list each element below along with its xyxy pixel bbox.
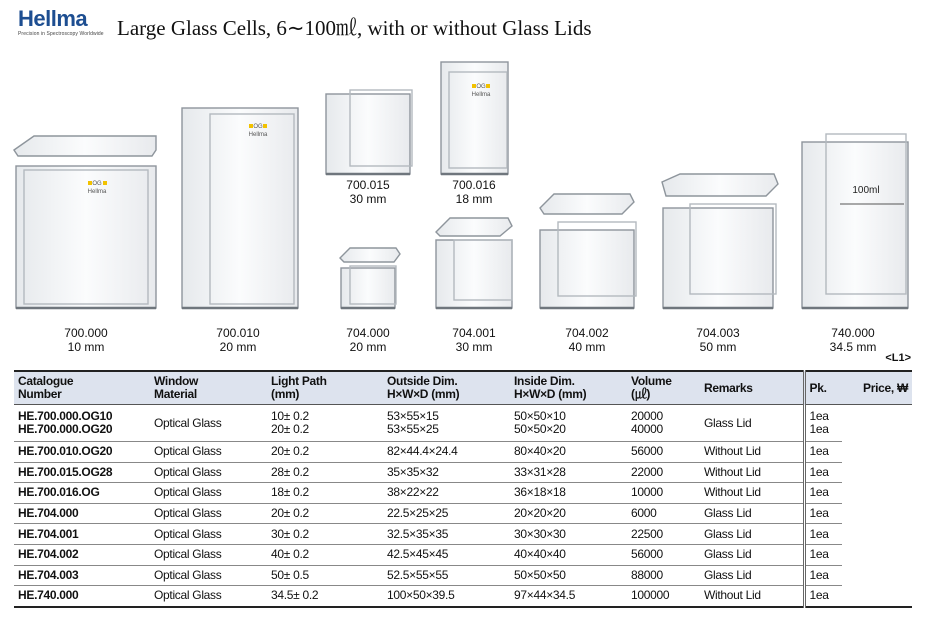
caption-size: 20 mm xyxy=(349,340,387,354)
cell-pk: 1ea xyxy=(804,462,842,483)
header-outside-dim: Outside Dim. H×W×D (mm) xyxy=(383,371,510,405)
cell-material: Optical Glass xyxy=(150,544,267,565)
cell-light-path: 18± 0.2 xyxy=(267,483,383,504)
cell-material: Optical Glass xyxy=(150,483,267,504)
cell-outside-dim: 35×35×32 xyxy=(383,462,510,483)
table-row xyxy=(14,586,912,607)
cell-volume: 56000 xyxy=(627,442,700,463)
cell-outside-dim: 38×22×22 xyxy=(383,483,510,504)
cell-catalogue: HE.700.000.OG10 HE.700.000.OG20 xyxy=(14,405,150,442)
cell-light-path: 28± 0.2 xyxy=(267,462,383,483)
cell-volume: 56000 xyxy=(627,544,700,565)
cell-light-path: 20± 0.2 xyxy=(267,503,383,524)
cell-volume: 22000 xyxy=(627,462,700,483)
cell-700-010 xyxy=(182,108,298,308)
og-label-brand-1: Hellma xyxy=(87,189,107,195)
cell-inside-dim: 30×30×30 xyxy=(510,524,627,545)
logo-tagline: Precision in Spectroscopy Worldwide xyxy=(18,31,104,37)
cell-remarks: Glass Lid xyxy=(700,544,804,565)
cell-700-015 xyxy=(326,90,412,174)
cell-volume: 10000 xyxy=(627,483,700,504)
cell-catalogue: HE.700.016.OG xyxy=(14,483,150,504)
cell-inside-dim: 50×50×50 xyxy=(510,565,627,586)
caption-704-000 xyxy=(318,326,418,354)
caption-size: 30 mm xyxy=(455,340,493,354)
cell-light-path: 40± 0.2 xyxy=(267,544,383,565)
table-header-row xyxy=(14,371,912,405)
caption-704-002 xyxy=(537,326,637,354)
cell-material: Optical Glass xyxy=(150,405,267,442)
caption-704-003 xyxy=(668,326,768,354)
cell-remarks: Glass Lid xyxy=(700,524,804,545)
caption-size: 18 mm xyxy=(455,192,493,206)
cell-price xyxy=(842,503,912,524)
cell-inside-dim: 80×40×20 xyxy=(510,442,627,463)
cell-pk: 1ea xyxy=(804,442,842,463)
cell-outside-dim: 42.5×45×45 xyxy=(383,544,510,565)
table-row xyxy=(14,524,912,545)
header-light-path: Light Path (mm) xyxy=(267,371,383,405)
caption-size: 10 mm xyxy=(67,340,105,354)
cell-pk: 1ea xyxy=(804,503,842,524)
cell-outside-dim: 82×44.4×24.4 xyxy=(383,442,510,463)
cell-material: Optical Glass xyxy=(150,462,267,483)
cell-inside-dim: 36×18×18 xyxy=(510,483,627,504)
cell-volume: 22500 xyxy=(627,524,700,545)
cell-outside-dim: 52.5×55×55 xyxy=(383,565,510,586)
page-header xyxy=(0,0,925,50)
header-pk: Pk. xyxy=(804,371,842,405)
caption-model: 700.010 xyxy=(216,326,260,340)
cell-volume: 100000 xyxy=(627,586,700,607)
header-price: Price, ₩ xyxy=(842,371,912,405)
cell-704-000 xyxy=(340,248,400,308)
og-label-top-2: OG xyxy=(253,124,263,130)
og-label-top-1: OG xyxy=(92,181,102,187)
cell-pk: 1ea 1ea xyxy=(804,405,842,442)
og-label-brand-2: Hellma xyxy=(248,132,268,138)
cell-700-016 xyxy=(441,62,508,174)
cell-outside-dim: 32.5×35×35 xyxy=(383,524,510,545)
volume-mark: 100ml xyxy=(852,185,880,196)
cell-price xyxy=(842,544,912,565)
caption-model: 700.016 xyxy=(452,178,496,192)
spec-table xyxy=(14,370,912,608)
cell-price xyxy=(842,565,912,586)
cell-outside-dim: 53×55×15 53×55×25 xyxy=(383,405,510,442)
caption-model: 704.003 xyxy=(696,326,740,340)
cell-remarks: Glass Lid xyxy=(700,565,804,586)
cell-704-002 xyxy=(540,194,636,308)
caption-model: 740.000 xyxy=(831,326,875,340)
cell-material: Optical Glass xyxy=(150,565,267,586)
cell-material: Optical Glass xyxy=(150,586,267,607)
header-inside-dim: Inside Dim. H×W×D (mm) xyxy=(510,371,627,405)
cell-volume: 88000 xyxy=(627,565,700,586)
cell-price xyxy=(842,586,912,607)
cell-catalogue: HE.704.000 xyxy=(14,503,150,524)
table-row xyxy=(14,483,912,504)
logo-name: Hellma xyxy=(18,6,88,31)
caption-700-000 xyxy=(36,326,136,354)
cell-light-path: 30± 0.2 xyxy=(267,524,383,545)
caption-model: 704.002 xyxy=(565,326,609,340)
cell-light-path: 10± 0.2 20± 0.2 xyxy=(267,405,383,442)
cell-inside-dim: 33×31×28 xyxy=(510,462,627,483)
cell-remarks: Without Lid xyxy=(700,442,804,463)
cell-pk: 1ea xyxy=(804,524,842,545)
cell-catalogue: HE.700.015.OG28 xyxy=(14,462,150,483)
cell-price xyxy=(842,462,912,483)
hellma-logo xyxy=(18,8,104,37)
cell-inside-dim: 20×20×20 xyxy=(510,503,627,524)
cell-price xyxy=(842,442,912,463)
cell-704-001 xyxy=(436,218,512,308)
caption-700-010 xyxy=(188,326,288,354)
header-window-material: Window Material xyxy=(150,371,267,405)
table-row xyxy=(14,442,912,463)
cell-material: Optical Glass xyxy=(150,503,267,524)
cell-remarks: Without Lid xyxy=(700,586,804,607)
glass-cells-illustration xyxy=(0,50,925,368)
caption-704-001 xyxy=(424,326,524,354)
page-title: Large Glass Cells, 6∼100㎖, with or without Glass Lids xyxy=(117,16,592,40)
cell-price xyxy=(842,405,912,442)
cell-light-path: 20± 0.2 xyxy=(267,442,383,463)
caption-700-016 xyxy=(424,178,524,206)
table-row xyxy=(14,544,912,565)
cell-pk: 1ea xyxy=(804,565,842,586)
cell-inside-dim: 50×50×10 50×50×20 xyxy=(510,405,627,442)
caption-size: 20 mm xyxy=(219,340,257,354)
cell-light-path: 34.5± 0.2 xyxy=(267,586,383,607)
cell-inside-dim: 40×40×40 xyxy=(510,544,627,565)
caption-model: 700.000 xyxy=(64,326,108,340)
caption-model: 704.000 xyxy=(346,326,390,340)
cell-remarks: Without Lid xyxy=(700,483,804,504)
cell-704-003 xyxy=(662,174,778,308)
caption-model: 704.001 xyxy=(452,326,496,340)
header-catalogue: Catalogue Number xyxy=(14,371,150,405)
cell-volume: 20000 40000 xyxy=(627,405,700,442)
caption-size: 30 mm xyxy=(349,192,387,206)
table-row xyxy=(14,565,912,586)
caption-700-015 xyxy=(318,178,418,206)
product-figure xyxy=(0,50,925,368)
cell-pk: 1ea xyxy=(804,544,842,565)
caption-740-000 xyxy=(803,326,903,354)
cell-remarks: Glass Lid xyxy=(700,405,804,442)
cell-pk: 1ea xyxy=(804,483,842,504)
cell-material: Optical Glass xyxy=(150,524,267,545)
cell-remarks: Glass Lid xyxy=(700,503,804,524)
table-row xyxy=(14,405,912,442)
cell-outside-dim: 22.5×25×25 xyxy=(383,503,510,524)
header-volume: Volume (㎕) xyxy=(627,371,700,405)
cell-material: Optical Glass xyxy=(150,442,267,463)
table-row xyxy=(14,503,912,524)
header-remarks: Remarks xyxy=(700,371,804,405)
cell-pk: 1ea xyxy=(804,586,842,607)
og-label-brand-3: Hellma xyxy=(471,92,491,98)
table-row xyxy=(14,462,912,483)
figure-code: <L1> xyxy=(885,352,911,364)
cell-inside-dim: 97×44×34.5 xyxy=(510,586,627,607)
cell-price xyxy=(842,483,912,504)
caption-model: 700.015 xyxy=(346,178,390,192)
cell-catalogue: HE.740.000 xyxy=(14,586,150,607)
cell-remarks: Without Lid xyxy=(700,462,804,483)
cell-catalogue: HE.704.001 xyxy=(14,524,150,545)
caption-size: 34.5 mm xyxy=(829,340,877,354)
cell-catalogue: HE.704.002 xyxy=(14,544,150,565)
cell-catalogue: HE.700.010.OG20 xyxy=(14,442,150,463)
cell-740-000 xyxy=(802,134,908,308)
cell-700-000 xyxy=(14,136,156,308)
og-label-top-3: OG xyxy=(476,84,486,90)
cell-volume: 6000 xyxy=(627,503,700,524)
cell-outside-dim: 100×50×39.5 xyxy=(383,586,510,607)
caption-size: 50 mm xyxy=(699,340,737,354)
caption-size: 40 mm xyxy=(568,340,606,354)
cell-light-path: 50± 0.5 xyxy=(267,565,383,586)
cell-catalogue: HE.704.003 xyxy=(14,565,150,586)
cell-price xyxy=(842,524,912,545)
